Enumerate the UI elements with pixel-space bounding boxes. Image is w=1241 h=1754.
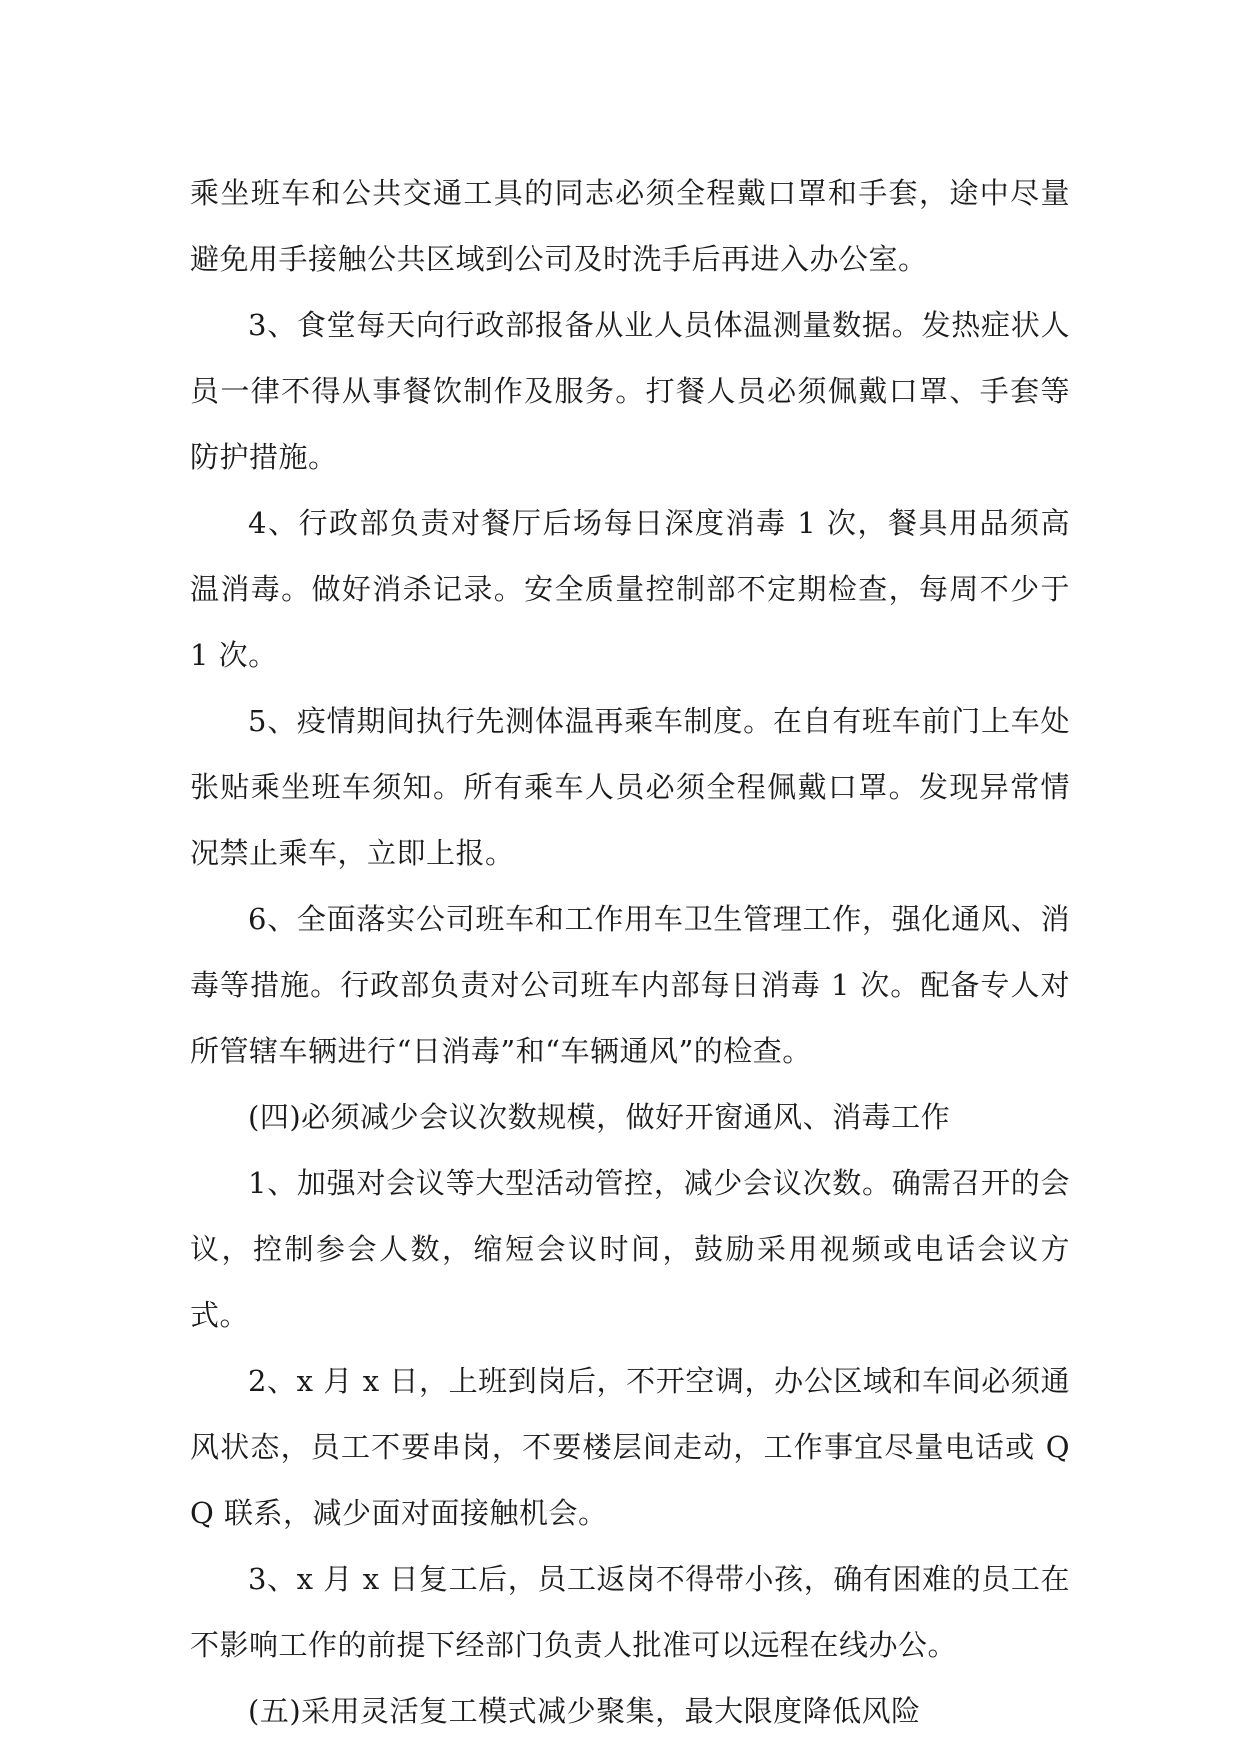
paragraph-item-6-vehicles: 6、全面落实公司班车和工作用车卫生管理工作，强化通风、消毒等措施。行政部负责对公司班车内部每日消毒 1 次。配备专人对所管辖车辆进行“日消毒”和“车辆通风”的检查。 [190, 902, 1070, 1068]
paragraph-item-5-shuttle: 5、疫情期间执行先测体温再乘车制度。在自有班车前门上车处张贴乘坐班车须知。所有乘车人员必须全程佩戴口罩。发现异常情况禁止乘车，立即上报。 [190, 704, 1070, 870]
paragraph-item-1-meetings: 1、加强对会议等大型活动管控，减少会议次数。确需召开的会议，控制参会人数，缩短会议时间，鼓励采用视频或电话会议方式。 [190, 1166, 1070, 1332]
paragraph-commute-continuation: 乘坐班车和公共交通工具的同志必须全程戴口罩和手套，途中尽量避免用手接触公共区域到公司及时洗手后再进入办公室。 [190, 176, 1070, 276]
section-heading-5-flexible-work: (五)采用灵活复工模式减少聚集，最大限度降低风险 [248, 1694, 921, 1728]
paragraph-item-4-disinfection: 4、行政部负责对餐厅后场每日深度消毒 1 次，餐具用品须高温消毒。做好消杀记录。安全质量控制部不定期检查，每周不少于 1 次。 [190, 506, 1070, 672]
paragraph-item-3-canteen: 3、食堂每天向行政部报备从业人员体温测量数据。发热症状人员一律不得从事餐饮制作及服务。打餐人员必须佩戴口罩、手套等防护措施。 [190, 308, 1070, 474]
section-heading-4-meetings: (四)必须减少会议次数规模，做好开窗通风、消毒工作 [248, 1100, 951, 1134]
paragraph-item-2-ventilation: 2、x 月 x 日，上班到岗后，不开空调，办公区域和车间必须通风状态，员工不要串岗，不要楼层间走动，工作事宜尽量电话或 QQ 联系，减少面对面接触机会。 [190, 1364, 1070, 1530]
paragraph-item-3-children: 3、x 月 x 日复工后，员工返岗不得带小孩，确有困难的员工在不影响工作的前提下经部门负责人批准可以远程在线办公。 [190, 1562, 1070, 1662]
document-body [190, 160, 1070, 1744]
